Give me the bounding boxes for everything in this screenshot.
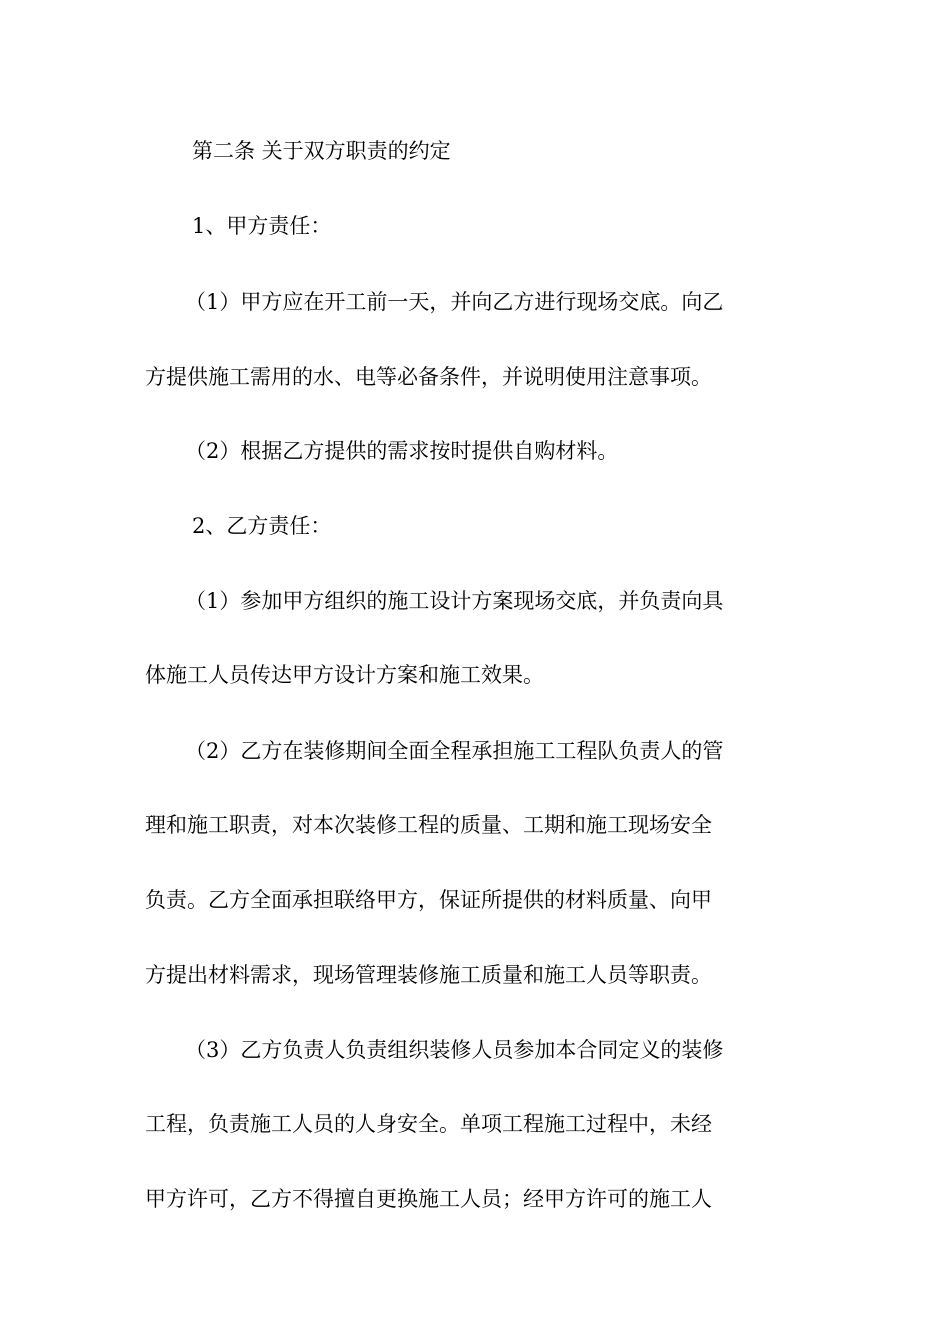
paragraph-line: （1）甲方应在开工前一天，并向乙方进行现场交底。向乙: [185, 290, 724, 314]
party-a-heading: 1、甲方责任：: [192, 214, 332, 238]
paragraph-line: （3）乙方负责人负责组织装修人员参加本合同定义的装修: [185, 1038, 724, 1062]
paragraph-line: 工程，负责施工人员的人身安全。单项工程施工过程中，未经: [145, 1112, 712, 1136]
paragraph-line: （2）乙方在装修期间全面全程承担施工工程队负责人的管: [185, 739, 724, 763]
party-b-heading: 2、乙方责任：: [192, 514, 332, 538]
paragraph-line: 体施工人员传达甲方设计方案和施工效果。: [145, 663, 544, 687]
paragraph-line: 方提出材料需求，现场管理装修施工质量和施工人员等职责。: [145, 963, 712, 987]
paragraph-line: （1）参加甲方组织的施工设计方案现场交底，并负责向具: [185, 589, 724, 613]
paragraph-line: 理和施工职责，对本次装修工程的质量、工期和施工现场安全: [145, 813, 712, 837]
paragraph-line: 负责。乙方全面承担联络甲方，保证所提供的材料质量、向甲: [145, 888, 712, 912]
paragraph-line: （2）根据乙方提供的需求按时提供自购材料。: [185, 439, 619, 463]
paragraph-line: 方提供施工需用的水、电等必备条件，并说明使用注意事项。: [145, 365, 712, 389]
paragraph-line: 甲方许可，乙方不得擅自更换施工人员；经甲方许可的施工人: [145, 1187, 712, 1211]
article-heading: 第二条 关于双方职责的约定: [192, 139, 451, 163]
